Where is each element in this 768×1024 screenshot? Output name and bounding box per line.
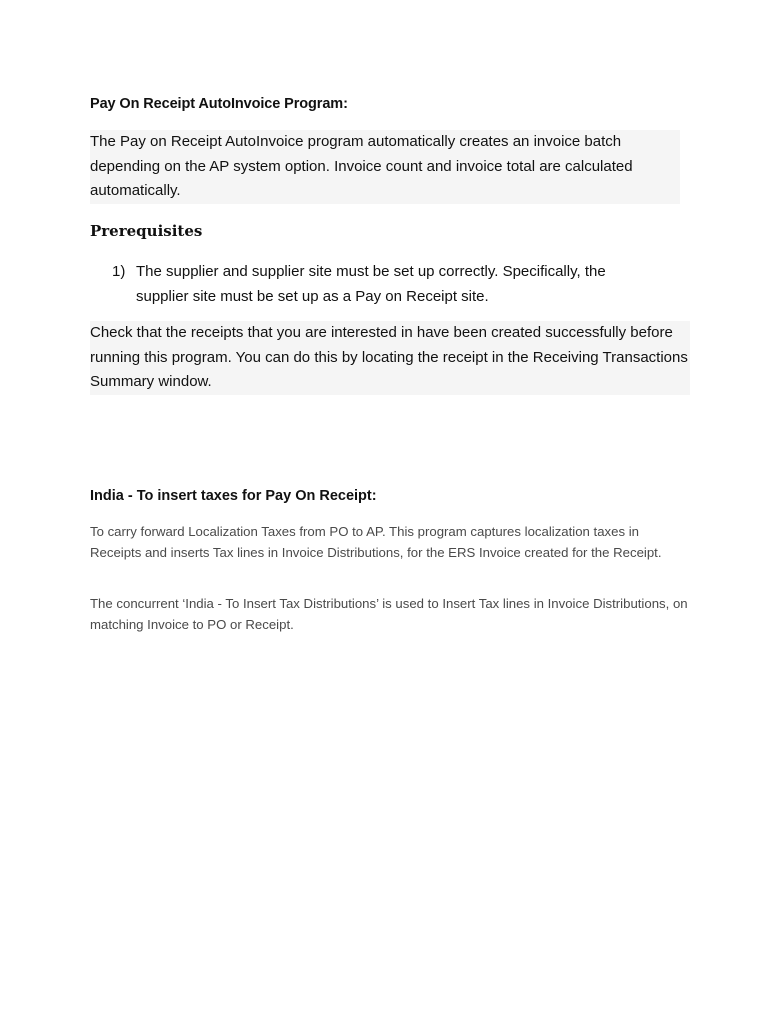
list-number: 1) — [112, 263, 126, 280]
list-item — [112, 260, 652, 309]
section-heading-india-taxes: India - To insert taxes for Pay On Receipt: — [90, 488, 377, 504]
prerequisites-heading: Prerequisites — [90, 222, 203, 240]
intro-paragraph: The Pay on Receipt AutoInvoice program automatically creates an invoice batch depending on the AP system option. Invoice count and invoice total are calculated automatically. — [90, 130, 680, 204]
list-item-text: The supplier and supplier site must be set up correctly. Specifically, the supplier site must be set up as a Pay on Receipt site. — [136, 263, 606, 305]
localization-taxes-paragraph: To carry forward Localization Taxes from PO to AP. This program captures localization taxes in Receipts and inserts Tax lines in Invoice Distributions, for the ERS Invoice created for the Receipt. — [90, 524, 662, 560]
check-receipts-paragraph: Check that the receipts that you are interested in have been created successfully before running this program. You can do this by locating the receipt in the Receiving Transactions Summary window. — [90, 321, 690, 395]
concurrent-program-paragraph: The concurrent ‘India - To Insert Tax Distributions’ is used to Insert Tax lines in Invoice Distributions, on matching Invoice to PO or Receipt. — [90, 596, 688, 632]
section-heading-pay-on-receipt: Pay On Receipt AutoInvoice Program: — [90, 96, 348, 112]
